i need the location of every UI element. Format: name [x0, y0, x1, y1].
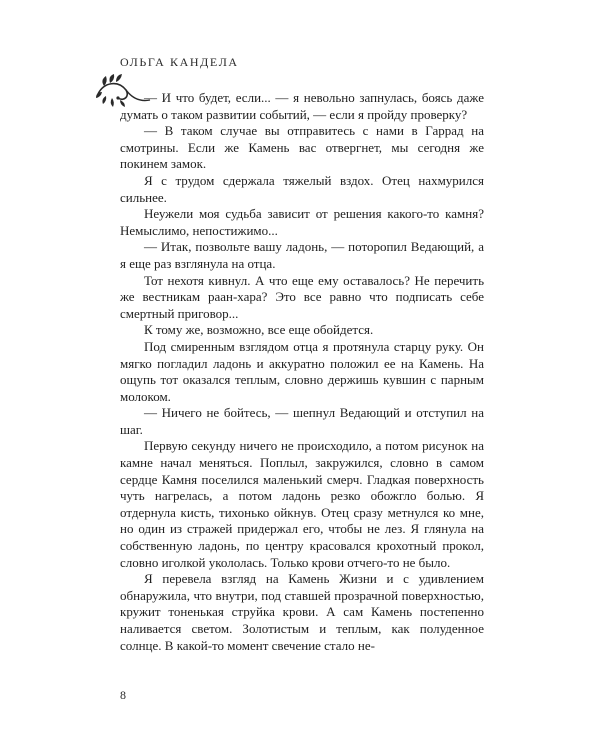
paragraph: — Ничего не бойтесь, — шепнул Ведающий и отступил на шаг.	[120, 405, 484, 437]
running-head-author: ОЛЬГА КАНДЕЛА	[120, 55, 239, 69]
page-number: 8	[120, 688, 126, 702]
paragraph: Я с трудом сдержала тяжелый вздох. Отец нахмурился сильнее.	[120, 172, 484, 205]
paragraph: — Итак, позвольте вашу ладонь, — поторопил Ведающий, а я еще раз взглянула на отца.	[120, 239, 484, 271]
paragraph: К тому же, возможно, все еще обойдется.	[144, 322, 374, 338]
paragraph: Под смиренным взглядом отца я протянула старцу руку. Он мягко погладил ладонь и аккуратно положил ее на Камень. На ощупь тот оказался теплым, словно держишь кувшин с парным молоком.	[120, 338, 484, 404]
paragraph: Первую секунду ничего не происходило, а потом рисунок на камне начал меняться. Поплыл, закружился, словно в самом сердце Камня поселился маленький смерч. Гладкая поверхность чуть нагрелась, а потом ладонь резко обожгло болью. Я отдернула кисть, тихонько ойкнув. Отец сразу метнулся ко мне, но один из стражей придержал его, чтобы не лез. Я глянула на собственную ладонь, по центру красовался крохотный прокол, словно иголкой укололась. Только крови отчего-то не было.	[120, 438, 484, 570]
body-text	[120, 90, 484, 654]
paragraph: — В таком случае вы отправитесь с нами в Гаррад на смотрины. Если же Камень вас отвергнет, мы сегодня же покинем замок.	[120, 123, 484, 172]
paragraph: Тот нехотя кивнул. А что еще ему оставалось? Не перечить же вестникам раан-хара? Это все равно что подписать себе смертный приговор...	[120, 272, 484, 321]
paragraph: Неужели моя судьба зависит от решения какого-то камня? Немыслимо, непостижимо...	[120, 206, 484, 238]
paragraph: — И что будет, если... — я невольно запнулась, боясь даже думать о таком развитии событий, — если я пройду проверку?	[120, 90, 484, 122]
paragraph: Я перевела взгляд на Камень Жизни и с удивлением обнаружила, что внутри, под ставшей прозрачной поверхностью, кружит тоненькая струйка крови. А сам Камень постепенно наливается светом. Золотистым и теплым, как полуденное солнце. В какой-то момент свечение стало не-	[120, 571, 484, 653]
